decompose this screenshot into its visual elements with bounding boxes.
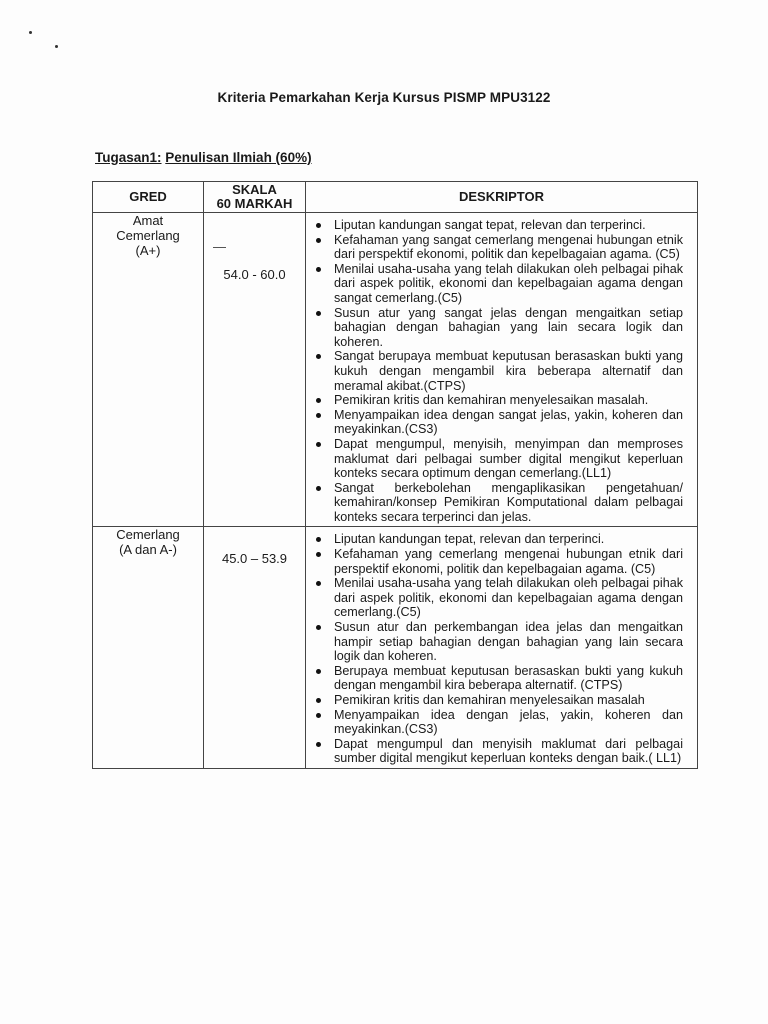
grade-cell [93,213,204,527]
list-item: Menilai usaha-usaha yang telah dilakukan oleh pelbagai pihak dari aspek politik, ekonomi dan kepelbagaian agama dengan cemerlang.(C5) [312,576,683,620]
list-item: Sangat berupaya membuat keputusan berasaskan bukti yang kukuh dengan mengambil kira beberapa alternatif dan meramal akibat.(CTPS) [312,349,683,393]
list-item: Menilai usaha-usaha yang telah dilakukan oleh pelbagai pihak dari aspek politik, ekonomi dan kepelbagaian agama dengan sangat cemerlang.(C5) [312,262,683,306]
list-item: Kefahaman yang sangat cemerlang mengenai hubungan etnik dari perspektif ekonomi, politik dan kepelbagaian agama. (C5) [312,233,683,262]
header-scale-line1: SKALA [232,182,277,197]
rubric-header-row [93,182,698,213]
rubric-table [92,181,698,769]
list-item: Menyampaikan idea dengan sangat jelas, yakin, koheren dan meyakinkan.(CS3) [312,408,683,437]
descriptor-list [306,213,697,526]
header-descriptor: DESKRIPTOR [306,182,698,213]
list-item: Menyampaikan idea dengan jelas, yakin, koheren dan meyakinkan.(CS3) [312,708,683,737]
document-title: Kriteria Pemarkahan Kerja Kursus PISMP MPU3122 [217,90,551,105]
grade-cell [93,527,204,769]
descriptor-cell [306,527,698,769]
task-title [95,150,312,165]
grade-line: Cemerlang [116,527,180,543]
task-label: Tugasan1: [95,150,162,165]
grade-line: (A+) [135,243,161,258]
list-item: Pemikiran kritis dan kemahiran menyelesaikan masalah. [312,393,683,408]
table-row [93,527,698,769]
scale-value: 54.0 - 60.0 [223,267,286,282]
grade-line: (A dan A-) [119,542,177,558]
list-item: Berupaya membuat keputusan berasaskan bukti yang kukuh dengan mengambil kira beberapa alternatif. (CTPS) [312,664,683,693]
header-scale [204,182,306,213]
grade-line: Cemerlang [116,228,180,243]
grade-line: Amat [132,213,164,228]
list-item: Kefahaman yang cemerlang mengenai hubungan etnik dari perspektif ekonomi, politik dan kepelbagaian agama. (C5) [312,547,683,576]
scan-speck [29,31,32,34]
list-item: Susun atur dan perkembangan idea jelas dan mengaitkan hampir setiap bahagian dengan bahagian yang lain secara logik dan koheren. [312,620,683,664]
table-row [93,213,698,527]
scan-mark [213,247,226,248]
list-item: Susun atur yang sangat jelas dengan mengaitkan setiap bahagian dengan bahagian yang lain secara logik dan koheren. [312,306,683,350]
list-item: Dapat mengumpul dan menyisih maklumat dari pelbagai sumber digital mengikut keperluan konteks dengan baik.( LL1) [312,737,683,766]
descriptor-cell [306,213,698,527]
scan-speck [55,45,58,48]
list-item: Liputan kandungan sangat tepat, relevan dan terperinci. [312,218,683,233]
scale-cell [204,527,306,769]
task-name: Penulisan Ilmiah (60%) [165,150,312,165]
list-item: Pemikiran kritis dan kemahiran menyelesaikan masalah [312,693,683,708]
header-grade: GRED [93,182,204,213]
scale-cell [204,213,306,527]
list-item: Sangat berkebolehan mengaplikasikan pengetahuan/ kemahiran/konsep Pemikiran Komputational dalam pelbagai konteks secara terperinci dan jelas. [312,481,683,525]
list-item: Liputan kandungan tepat, relevan dan terperinci. [312,532,683,547]
scale-value: 45.0 – 53.9 [221,551,288,567]
descriptor-list [306,527,697,768]
list-item: Dapat mengumpul, menyisih, menyimpan dan memproses maklumat dari pelbagai sumber digital mengikut keperluan konteks secara optimum dengan cemerlang.(LL1) [312,437,683,481]
header-scale-line2: 60 MARKAH [216,196,293,211]
